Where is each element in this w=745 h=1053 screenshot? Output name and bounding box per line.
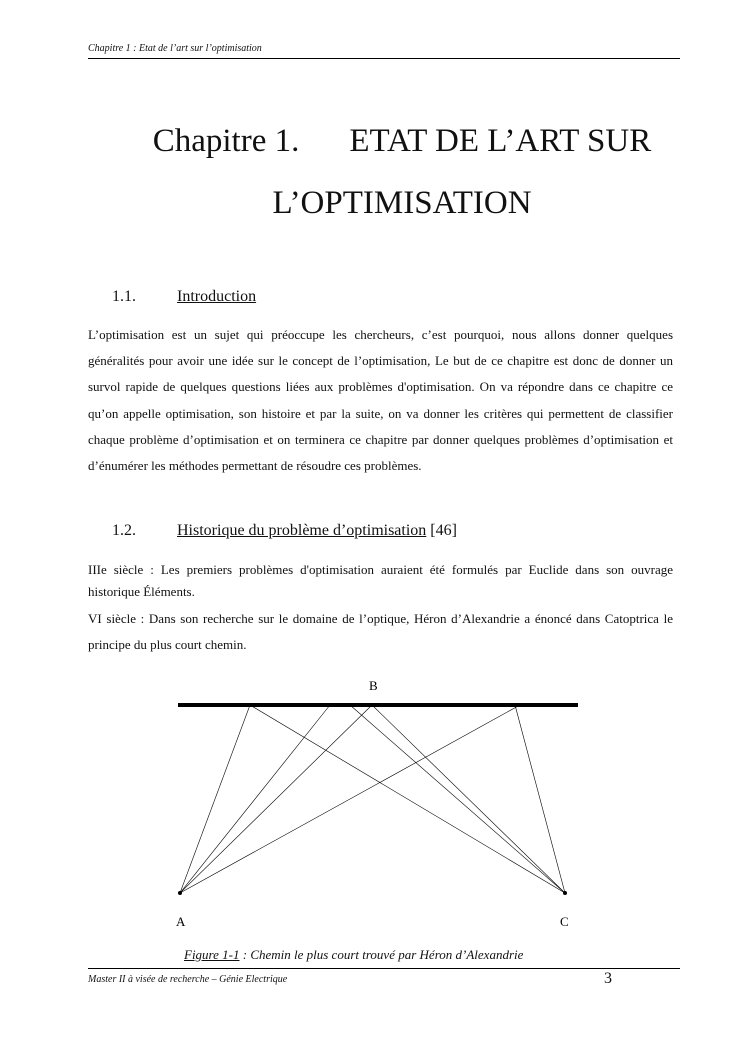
figure-caption xyxy=(184,947,523,963)
footer-rule xyxy=(88,968,680,969)
section-heading-historique xyxy=(112,522,457,540)
running-header: Chapitre 1 : Etat de l’art sur l’optimisation xyxy=(88,43,262,54)
paragraph-introduction: L’optimisation est un sujet qui préoccupe les chercheurs, c’est pourquoi, nous allons donner quelques généralités pour avoir une idée sur le concept de l’optimisation, Le but de ce chapitre est donc de donner un survol rapide de quelques questions liées aux problèmes d'optimisation. On va répondre dans ce chapitre ce qu’on appelle optimisation, son histoire et par la suite, on va donner les critères qui permettent de classifier chaque problème d’optimisation et on terminera ce chapitre par donner quelques problèmes d’optimisation et d’énumérer les méthodes permettant de résoudre ces problèmes. xyxy=(88,327,673,474)
page-number: 3 xyxy=(604,970,612,987)
chapter-title-line2: L’OPTIMISATION xyxy=(272,185,532,221)
paragraph-euclide: IIIe siècle : Les premiers problèmes d'optimisation auraient été formulés par Euclide dans son ouvrage historique Éléments. xyxy=(88,562,673,599)
ray-a-3 xyxy=(180,705,372,893)
label-b: B xyxy=(369,678,378,693)
ray-c-2 xyxy=(350,705,565,893)
section-title: Historique du problème d’optimisation xyxy=(177,522,427,539)
label-a: A xyxy=(176,914,186,929)
chapter-title xyxy=(88,110,716,234)
section-title: Introduction xyxy=(177,288,257,305)
ray-a-2 xyxy=(180,705,330,893)
figure-reference: Figure 1-1 xyxy=(184,947,240,962)
section-citation: [46] xyxy=(430,522,457,539)
ray-a-4 xyxy=(180,705,520,893)
figure-shortest-path xyxy=(0,670,745,940)
section-heading-introduction xyxy=(112,288,256,306)
ray-a-1 xyxy=(180,705,250,893)
point-a-dot xyxy=(178,891,182,895)
label-c: C xyxy=(560,914,569,929)
header-rule xyxy=(88,58,680,59)
caption-text: : Chemin le plus court trouvé par Héron d’Alexandrie xyxy=(239,947,524,962)
ray-c-4 xyxy=(515,705,565,893)
chapter-label: Chapitre 1. xyxy=(152,123,300,159)
footer-text: Master II à visée de recherche – Génie Electrique xyxy=(88,974,288,985)
paragraph-heron: VI siècle : Dans son recherche sur le domaine de l’optique, Héron d’Alexandrie a énoncé dans Catoptrica le principe du plus court chemin. xyxy=(88,611,673,652)
chapter-title-line1: ETAT DE L’ART SUR xyxy=(349,123,652,159)
section-number: 1.2. xyxy=(112,522,136,539)
point-c-dot xyxy=(563,891,567,895)
section-number: 1.1. xyxy=(112,288,136,305)
ray-c-1 xyxy=(250,705,565,893)
